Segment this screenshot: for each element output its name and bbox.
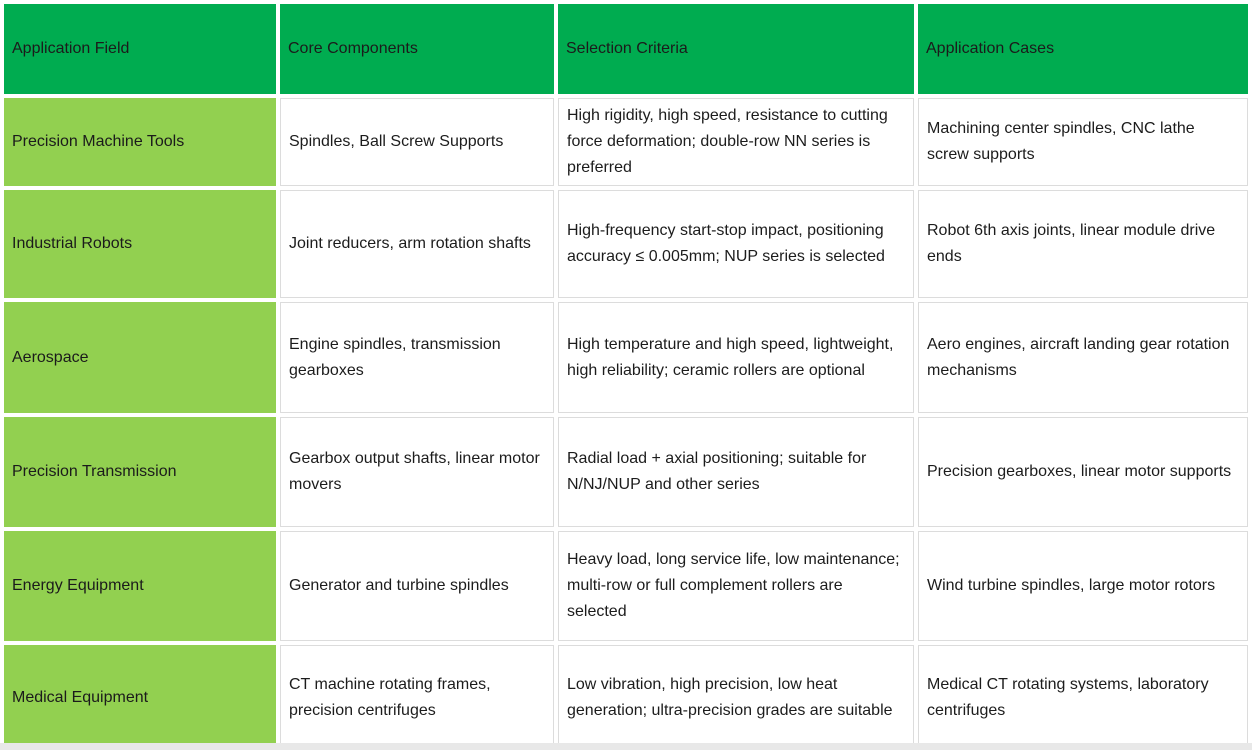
cell-application-field: Industrial Robots [4,190,276,298]
cell-selection-criteria: High rigidity, high speed, resistance to cutting force deformation; double-row NN series is preferred [558,98,914,186]
cell-application-field: Energy Equipment [4,531,276,641]
cell-core-components: Engine spindles, transmission gearboxes [280,302,554,413]
table-row [4,417,1248,527]
cell-application-field: Medical Equipment [4,645,276,750]
cell-application-cases: Aero engines, aircraft landing gear rotation mechanisms [918,302,1248,413]
cell-core-components: Joint reducers, arm rotation shafts [280,190,554,298]
cell-core-components: Gearbox output shafts, linear motor movers [280,417,554,527]
table-row [4,645,1248,750]
cell-core-components: CT machine rotating frames, precision centrifuges [280,645,554,750]
header-application-field: Application Field [4,4,276,94]
table-row [4,302,1248,413]
header-application-cases: Application Cases [918,4,1248,94]
table-row [4,98,1248,186]
bottom-margin-strip [0,743,1252,750]
cell-core-components: Generator and turbine spindles [280,531,554,641]
cell-application-field: Aerospace [4,302,276,413]
cell-application-cases: Robot 6th axis joints, linear module drive ends [918,190,1248,298]
table-row [4,531,1248,641]
table-row [4,190,1248,298]
cell-application-cases: Precision gearboxes, linear motor supports [918,417,1248,527]
header-core-components: Core Components [280,4,554,94]
cell-application-cases: Medical CT rotating systems, laboratory centrifuges [918,645,1248,750]
cell-selection-criteria: Low vibration, high precision, low heat generation; ultra-precision grades are suitable [558,645,914,750]
header-selection-criteria: Selection Criteria [558,4,914,94]
cell-core-components: Spindles, Ball Screw Supports [280,98,554,186]
cell-application-cases: Machining center spindles, CNC lathe screw supports [918,98,1248,186]
cell-selection-criteria: Heavy load, long service life, low maintenance; multi-row or full complement rollers are selected [558,531,914,641]
cell-selection-criteria: High-frequency start-stop impact, positioning accuracy ≤ 0.005mm; NUP series is selected [558,190,914,298]
cell-application-field: Precision Machine Tools [4,98,276,186]
table-header-row [4,4,1248,94]
cell-selection-criteria: Radial load + axial positioning; suitable for N/NJ/NUP and other series [558,417,914,527]
cell-selection-criteria: High temperature and high speed, lightweight, high reliability; ceramic rollers are optional [558,302,914,413]
cell-application-field: Precision Transmission [4,417,276,527]
cell-application-cases: Wind turbine spindles, large motor rotors [918,531,1248,641]
